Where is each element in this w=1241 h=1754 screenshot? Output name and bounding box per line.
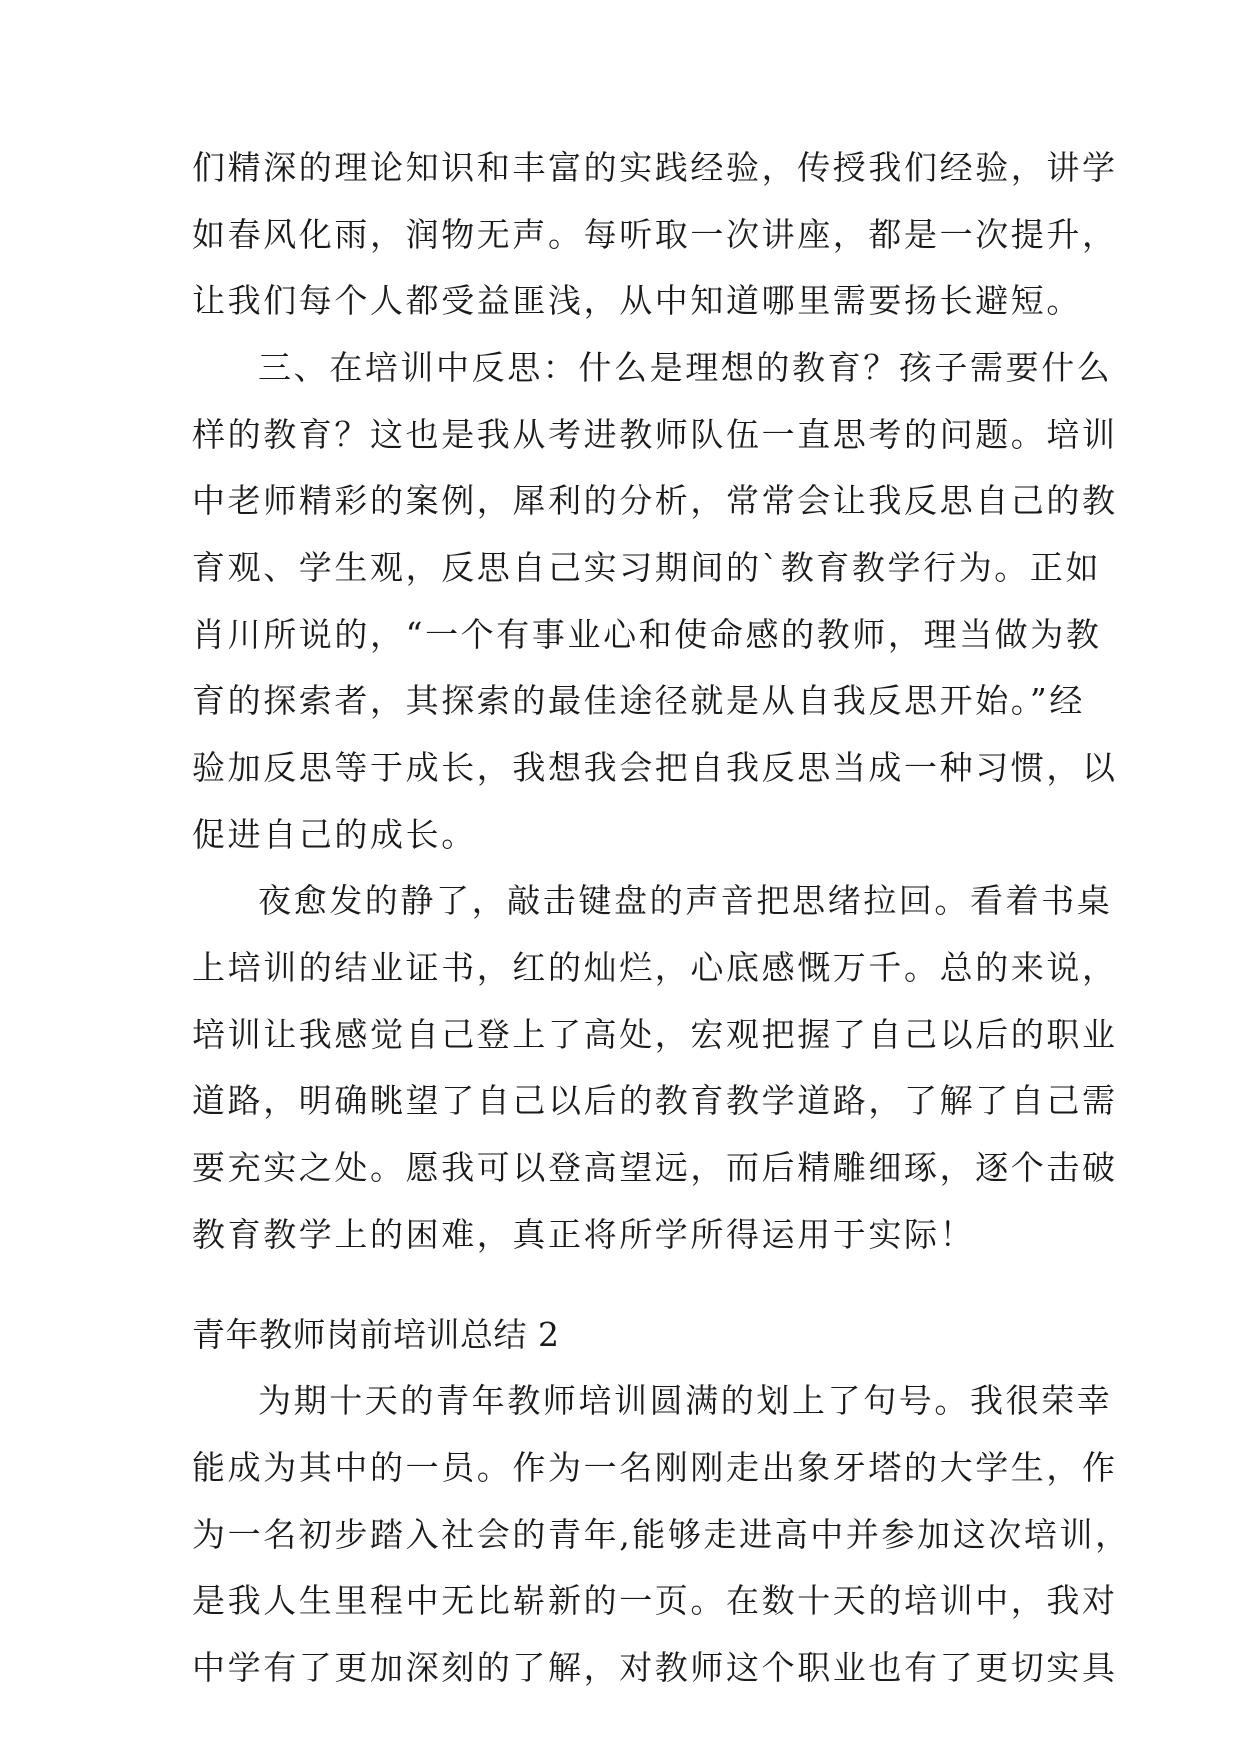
paragraph-line: 中学有了更加深刻的了解，对教师这个职业也有了更切实具 — [192, 1648, 1118, 1687]
paragraph-line: 验加反思等于成长，我想我会把自我反思当成一种习惯，以 — [192, 748, 1118, 787]
paragraph-line: 如春风化雨，润物无声。每听取一次讲座，都是一次提升， — [192, 215, 1118, 254]
paragraph-line: 促进自己的成长。 — [192, 815, 477, 854]
paragraph-line: 教育教学上的困难，真正将所学所得运用于实际！ — [192, 1215, 976, 1254]
paragraph-line: 肖川所说的，“一个有事业心和使命感的教师，理当做为教 — [192, 615, 1102, 654]
paragraph-line: 培训让我感觉自己登上了高处，宏观把握了自己以后的职业 — [192, 1015, 1118, 1054]
paragraph-line: 们精深的理论知识和丰富的实践经验，传授我们经验，讲学 — [192, 148, 1118, 187]
paragraph-line: 三、在培训中反思：什么是理想的教育？孩子需要什么 — [258, 348, 1113, 387]
paragraph-line: 育的探索者，其探索的最佳途径就是从自我反思开始。”经 — [192, 681, 1085, 720]
paragraph-line: 道路，明确眺望了自己以后的教育教学道路，了解了自己需 — [192, 1081, 1118, 1120]
paragraph-line: 样的教育？这也是我从考进教师队伍一直思考的问题。培训 — [192, 415, 1118, 454]
paragraph-line: 中老师精彩的案例，犀利的分析，常常会让我反思自己的教 — [192, 481, 1118, 520]
paragraph-line: 育观、学生观，反思自己实习期间的`教育教学行为。正如 — [192, 548, 1102, 587]
paragraph-line: 夜愈发的静了，敲击键盘的声音把思绪拉回。看着书桌 — [258, 881, 1113, 920]
paragraph-line: 为一名初步踏入社会的青年,能够走进高中并参加这次培训， — [192, 1515, 1131, 1554]
paragraph-line: 要充实之处。愿我可以登高望远，而后精雕细琢，逐个击破 — [192, 1148, 1118, 1187]
section-heading: 青年教师岗前培训总结 2 — [192, 1315, 560, 1354]
paragraph-line: 为期十天的青年教师培训圆满的划上了句号。我很荣幸 — [258, 1381, 1113, 1420]
paragraph-line: 是我人生里程中无比崭新的一页。在数十天的培训中，我对 — [192, 1581, 1118, 1620]
paragraph-line: 能成为其中的一员。作为一名刚刚走出象牙塔的大学生，作 — [192, 1448, 1118, 1487]
paragraph-line: 上培训的结业证书，红的灿烂，心底感慨万千。总的来说， — [192, 948, 1118, 987]
paragraph-line: 让我们每个人都受益匪浅，从中知道哪里需要扬长避短。 — [192, 281, 1082, 320]
